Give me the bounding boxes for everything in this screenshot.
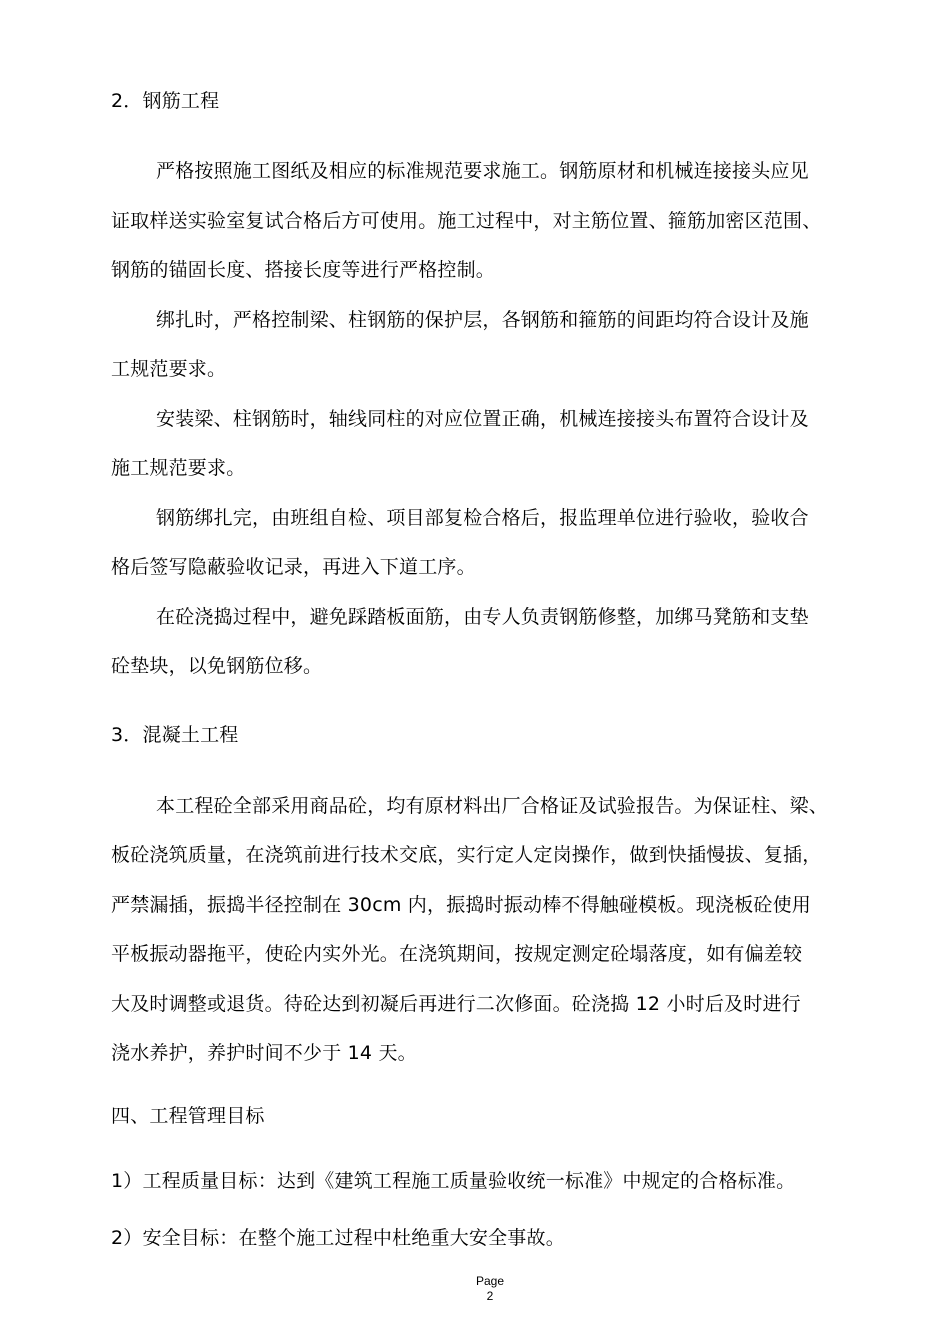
- goal-item: 1）工程质量目标：达到《建筑工程施工质量验收统一标准》中规定的合格标准。: [111, 1170, 796, 1192]
- paragraph-line: 证取样送实验室复试合格后方可使用。施工过程中，对主筋位置、箍筋加密区范围、: [111, 210, 822, 232]
- paragraph-line: 施工规范要求。: [111, 457, 246, 479]
- paragraph-line: 格后签写隐蔽验收记录，再进入下道工序。: [111, 556, 476, 578]
- section-heading-rebar: 2．钢筋工程: [111, 90, 220, 112]
- paragraph-line: 严格按照施工图纸及相应的标准规范要求施工。钢筋原材和机械连接接头应见: [156, 160, 809, 182]
- section-heading-goals: 四、工程管理目标: [111, 1105, 265, 1127]
- page-number: 2: [486, 1289, 494, 1303]
- paragraph-line: 在砼浇捣过程中，避免踩踏板面筋，由专人负责钢筋修整，加绑马凳筋和支垫: [156, 606, 809, 628]
- paragraph-line: 平板振动器拖平，使砼内实外光。在浇筑期间，按规定测定砼塌落度，如有偏差较: [111, 943, 803, 965]
- section-heading-concrete: 3．混凝土工程: [111, 724, 239, 746]
- paragraph-line: 砼垫块，以免钢筋位移。: [111, 655, 323, 677]
- paragraph-line: 工规范要求。: [111, 358, 227, 380]
- paragraph-line: 浇水养护，养护时间不少于 14 天。: [111, 1042, 417, 1064]
- paragraph-line: 钢筋的锚固长度、搭接长度等进行严格控制。: [111, 259, 496, 281]
- paragraph-line: 绑扎时，严格控制梁、柱钢筋的保护层，各钢筋和箍筋的间距均符合设计及施: [156, 309, 809, 331]
- paragraph-line: 板砼浇筑质量，在浇筑前进行技术交底，实行定人定岗操作，做到快插慢拔、复插，: [111, 844, 822, 866]
- paragraph-line: 钢筋绑扎完，由班组自检、项目部复检合格后，报监理单位进行验收，验收合: [156, 507, 809, 529]
- goal-item: 2）安全目标：在整个施工过程中杜绝重大安全事故。: [111, 1227, 565, 1249]
- page-footer-label: Page: [475, 1274, 505, 1288]
- paragraph-line: 安装梁、柱钢筋时，轴线同柱的对应位置正确，机械连接接头布置符合设计及: [156, 408, 809, 430]
- paragraph-line: 大及时调整或退货。待砼达到初凝后再进行二次修面。砼浇捣 12 小时后及时进行: [111, 993, 801, 1015]
- paragraph-line: 严禁漏插，振捣半径控制在 30cm 内，振捣时振动棒不得触碰模板。现浇板砼使用: [111, 894, 812, 916]
- paragraph-line: 本工程砼全部采用商品砼，均有原材料出厂合格证及试验报告。为保证柱、梁、: [156, 795, 829, 817]
